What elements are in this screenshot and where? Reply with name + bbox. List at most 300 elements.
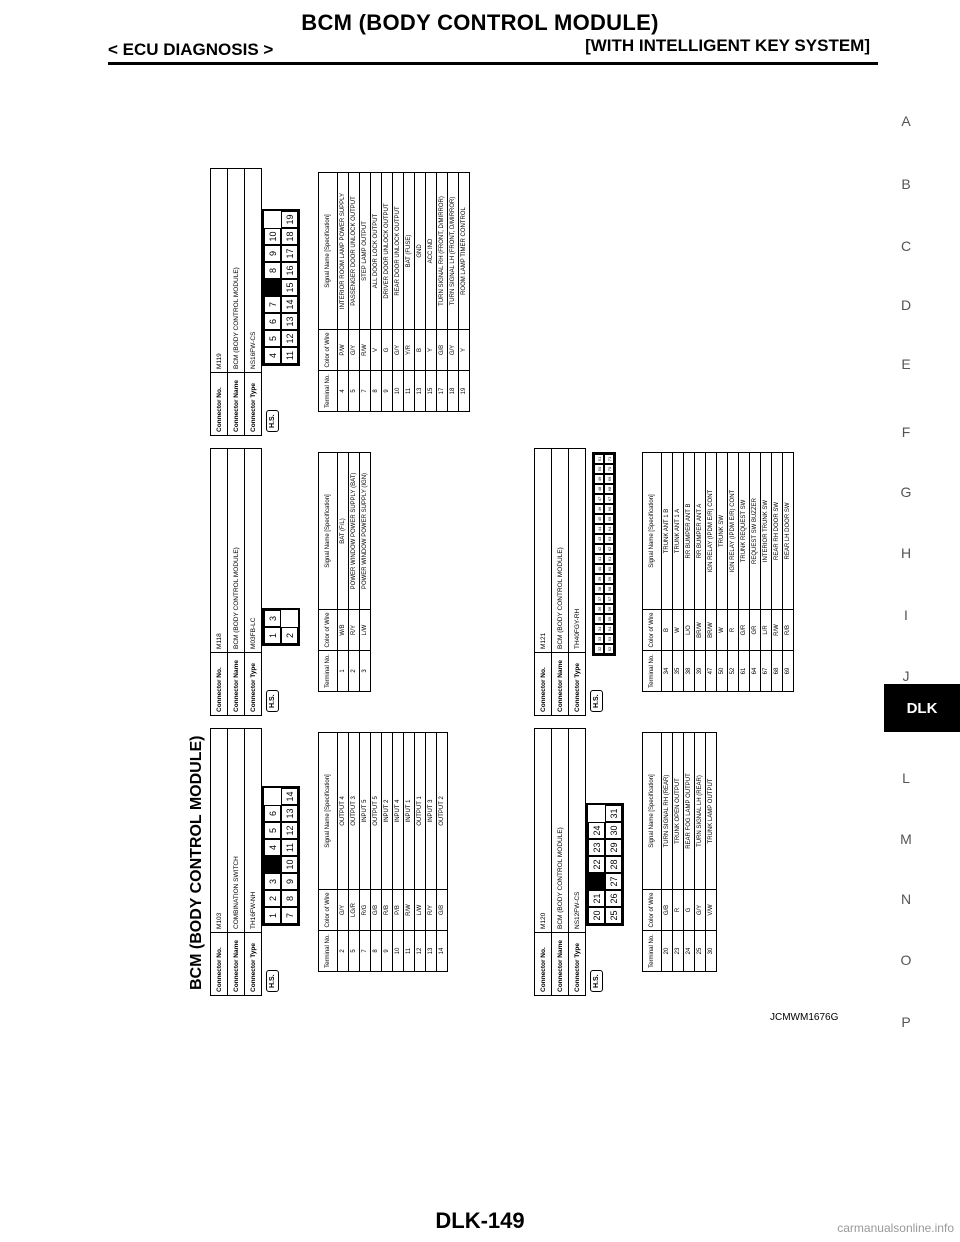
terminal-no: 67 — [761, 651, 772, 692]
connector-pin: 30 — [605, 822, 622, 839]
connector-pin: 51 — [594, 454, 604, 464]
connector-pin: 37 — [594, 594, 604, 604]
wire-color: R — [673, 890, 684, 931]
connector-pin: 32 — [594, 644, 604, 654]
harness-side-badge: H.S. — [266, 970, 279, 992]
wire-color: L/R — [761, 610, 772, 651]
side-index-o[interactable]: O — [900, 952, 912, 968]
signal-name: ALL DOOR LOCK OUTPUT — [371, 173, 382, 330]
signal-table-header: Color of Wire — [643, 610, 662, 651]
connector-pin: 22 — [588, 856, 605, 873]
connector-no-label: Connector No. — [535, 653, 552, 716]
wire-color: L/W — [415, 890, 426, 931]
connector-pin: 63 — [604, 534, 614, 544]
table-row — [448, 173, 459, 412]
signal-table-header: Terminal No. — [319, 371, 338, 412]
wire-color: R/G — [360, 890, 371, 931]
connector-pin: 6 — [264, 313, 281, 330]
connector-type-value: TH40FGY-RH — [569, 449, 586, 653]
connector-pin: 50 — [594, 464, 604, 474]
terminal-no: 68 — [772, 651, 783, 692]
signal-name: RR BUMPER ANT B — [684, 453, 695, 610]
signal-table-header: Signal Name [Specification] — [643, 453, 662, 610]
connector-pin: 19 — [281, 211, 298, 228]
side-index-a[interactable]: A — [901, 113, 911, 129]
wire-color: G/B — [437, 890, 448, 931]
connector-pin: 16 — [281, 262, 298, 279]
connector-pin: 49 — [594, 474, 604, 484]
table-row — [371, 733, 382, 972]
connector-pin: 66 — [604, 504, 614, 514]
connector-pin: 10 — [264, 228, 281, 245]
terminal-no: 20 — [662, 931, 673, 972]
signal-name: ROOM LAMP TIMER CONTROL — [459, 173, 470, 330]
table-row — [772, 453, 783, 692]
connector-no-value: M118 — [211, 449, 228, 653]
connector-pin: 42 — [594, 544, 604, 554]
side-index-e[interactable]: E — [901, 356, 911, 372]
table-row — [349, 733, 360, 972]
signal-name: OUTPUT 5 — [371, 733, 382, 890]
connector-pin: 41 — [594, 554, 604, 564]
connector-no-label: Connector No. — [211, 933, 228, 996]
wire-color: G — [382, 330, 393, 371]
table-row — [695, 453, 706, 692]
connector-name-label: Connector Name — [228, 653, 245, 716]
wire-color: G/Y — [393, 330, 404, 371]
table-row — [349, 453, 360, 692]
connector-type-value: NS12FW-CS — [569, 729, 586, 933]
page-number: DLK-149 — [435, 1208, 525, 1233]
table-row — [338, 733, 349, 972]
harness-side-badge: H.S. — [590, 690, 603, 712]
terminal-no: 3 — [360, 651, 371, 692]
wire-color: Y/R — [404, 330, 415, 371]
connector-pin: 2 — [264, 890, 281, 907]
signal-name: POWER WINDOW POWER SUPPLY (IGN) — [360, 453, 371, 610]
signal-table-header: Color of Wire — [319, 610, 338, 651]
table-row — [706, 733, 717, 972]
terminal-no: 47 — [706, 651, 717, 692]
wiring-diagram — [188, 96, 828, 996]
connector-header-table — [210, 728, 262, 996]
side-index-g[interactable]: G — [900, 484, 912, 500]
table-row — [437, 173, 448, 412]
connector-name-value: COMBINATION SWITCH — [228, 729, 245, 933]
signal-name: TURN SIGNAL RH (FRONT, D/MIRROR) — [437, 173, 448, 330]
terminal-no: 23 — [673, 931, 684, 972]
signal-table-header: Terminal No. — [319, 651, 338, 692]
connector-pin: 25 — [605, 907, 622, 924]
signal-table-header: Color of Wire — [643, 890, 662, 931]
connector-pin: 70 — [604, 464, 614, 474]
harness-side-badge: H.S. — [590, 970, 603, 992]
table-row — [382, 733, 393, 972]
connector-face — [262, 786, 300, 926]
connector-header-table — [210, 168, 262, 436]
wire-color: Y — [426, 330, 437, 371]
signal-name: RR BUMPER ANT A — [695, 453, 706, 610]
connector-pin: 4 — [264, 347, 281, 364]
signal-name: GND — [415, 173, 426, 330]
connector-no-label: Connector No. — [211, 653, 228, 716]
connector-face — [262, 608, 300, 646]
terminal-no: 52 — [728, 651, 739, 692]
signal-name: INPUT 4 — [393, 733, 404, 890]
wire-color: Y — [459, 330, 470, 371]
table-row — [684, 733, 695, 972]
signal-name: TRUNK SW — [717, 453, 728, 610]
wire-color: G/Y — [448, 330, 459, 371]
wire-color: GR — [750, 610, 761, 651]
connector-name-value: BCM (BODY CONTROL MODULE) — [228, 449, 245, 653]
connector-pin: 3 — [264, 610, 281, 627]
signal-name: PASSENGER DOOR UNLOCK OUTPUT — [349, 173, 360, 330]
connector-pin: 53 — [604, 634, 614, 644]
terminal-no: 8 — [371, 371, 382, 412]
connector-header-table — [534, 448, 586, 716]
wire-color: BR/W — [706, 610, 717, 651]
header-rule — [108, 62, 878, 65]
wire-color: BR/W — [695, 610, 706, 651]
table-row — [437, 733, 448, 972]
terminal-no: 39 — [695, 651, 706, 692]
connector-pin — [588, 873, 605, 890]
signal-name: TRUNK ANT 1 B — [662, 453, 673, 610]
connector-pin: 10 — [281, 856, 298, 873]
signal-name: TRUNK ANT 1 A — [673, 453, 684, 610]
table-row — [338, 173, 349, 412]
connector-header-table — [534, 728, 586, 996]
connector-type-label: Connector Type — [245, 933, 262, 996]
wire-color: W — [717, 610, 728, 651]
connector-pin: 62 — [604, 544, 614, 554]
connector-name-label: Connector Name — [228, 933, 245, 996]
diagram-title: BCM (BODY CONTROL MODULE) — [188, 735, 205, 990]
connector-name-value: BCM (BODY CONTROL MODULE) — [228, 169, 245, 373]
signal-table-header: Terminal No. — [643, 931, 662, 972]
table-row — [360, 173, 371, 412]
table-row — [662, 453, 673, 692]
connector-pin: 59 — [604, 574, 614, 584]
connector-pin: 5 — [264, 822, 281, 839]
terminal-no: 7 — [360, 371, 371, 412]
connector-block — [534, 448, 828, 716]
signal-name: BAT (FUSE) — [404, 173, 415, 330]
terminal-no: 5 — [349, 931, 360, 972]
wire-color: W — [673, 610, 684, 651]
connector-pin: 44 — [594, 524, 604, 534]
signal-table-header: Signal Name [Specification] — [643, 733, 662, 890]
terminal-no: 15 — [426, 371, 437, 412]
table-row — [695, 733, 706, 972]
wire-color: R/W — [772, 610, 783, 651]
connector-pin: 68 — [604, 484, 614, 494]
signal-table-header: Color of Wire — [319, 890, 338, 931]
wire-color: G/B — [437, 330, 448, 371]
connector-pin: 8 — [264, 262, 281, 279]
table-row — [382, 173, 393, 412]
connector-block — [210, 448, 510, 716]
connector-block — [210, 728, 510, 996]
signal-table — [318, 172, 470, 412]
connector-pin: 6 — [264, 805, 281, 822]
connector-pin: 36 — [594, 604, 604, 614]
connector-pin: 65 — [604, 514, 614, 524]
signal-name: DRIVER DOOR UNLOCK OUTPUT — [382, 173, 393, 330]
terminal-no: 14 — [437, 931, 448, 972]
connector-pin: 39 — [594, 574, 604, 584]
table-row — [371, 173, 382, 412]
connector-pin: 43 — [594, 534, 604, 544]
terminal-no: 5 — [349, 371, 360, 412]
terminal-no: 25 — [695, 931, 706, 972]
signal-name: INTERIOR TRUNK SW — [761, 453, 772, 610]
wire-color: G/Y — [349, 330, 360, 371]
figure-id: JCMWM1676G — [770, 1012, 839, 1023]
connector-pin: 71 — [604, 454, 614, 464]
connector-pin: 1 — [264, 907, 281, 924]
terminal-no: 35 — [673, 651, 684, 692]
connector-block — [210, 168, 510, 436]
wire-color: LG/R — [349, 890, 360, 931]
terminal-no: 13 — [415, 371, 426, 412]
connector-pin: 11 — [281, 347, 298, 364]
connector-name-label: Connector Name — [552, 653, 569, 716]
signal-table — [318, 452, 371, 692]
connector-pin: 57 — [604, 594, 614, 604]
table-row — [761, 453, 772, 692]
connector-pin: 45 — [594, 514, 604, 524]
connector-header-table — [210, 448, 262, 716]
connector-type-label: Connector Type — [569, 933, 586, 996]
table-row — [360, 733, 371, 972]
connector-pin: 64 — [604, 524, 614, 534]
connector-pin: 26 — [605, 890, 622, 907]
signal-name: REAR DOOR UNLOCK OUTPUT — [393, 173, 404, 330]
connector-type-value: TH16FW-NH — [245, 729, 262, 933]
signal-name: OUTPUT 2 — [437, 733, 448, 890]
signal-table — [318, 732, 448, 972]
harness-side-badge: H.S. — [266, 410, 279, 432]
wire-color: R — [728, 610, 739, 651]
wire-color: G/B — [662, 890, 673, 931]
wire-color: G/Y — [338, 890, 349, 931]
signal-name: INPUT 3 — [426, 733, 437, 890]
table-row — [459, 173, 470, 412]
connector-pin: 52 — [604, 644, 614, 654]
signal-table-header: Terminal No. — [643, 651, 662, 692]
wire-color: R/W — [404, 890, 415, 931]
page-title: BCM (BODY CONTROL MODULE) — [301, 10, 659, 35]
connector-pin: 14 — [281, 296, 298, 313]
connector-pin: 46 — [594, 504, 604, 514]
terminal-no: 34 — [662, 651, 673, 692]
connector-pin: 27 — [605, 873, 622, 890]
signal-name: TRUNK LAMP OUTPUT — [706, 733, 717, 890]
signal-name: TRUNK REQUEST SW — [739, 453, 750, 610]
connector-face — [262, 209, 300, 366]
connector-pin — [264, 279, 281, 296]
side-index-b[interactable]: B — [901, 176, 911, 192]
connector-pin: 8 — [281, 890, 298, 907]
connector-type-label: Connector Type — [569, 653, 586, 716]
connector-pin: 40 — [594, 564, 604, 574]
connector-pin: 14 — [281, 788, 298, 805]
connector-pin: 38 — [594, 584, 604, 594]
connector-type-value: M03FB-LC — [245, 449, 262, 653]
side-index-d[interactable]: D — [900, 297, 912, 313]
table-row — [349, 173, 360, 412]
terminal-no: 10 — [393, 371, 404, 412]
signal-name: TRUNK OPEN OUTPUT — [673, 733, 684, 890]
connector-block — [534, 728, 828, 996]
wire-color: P/W — [338, 330, 349, 371]
section-label: < ECU DIAGNOSIS > — [108, 40, 274, 59]
connector-pin: 5 — [264, 330, 281, 347]
wire-color: R/B — [382, 890, 393, 931]
side-index-i[interactable]: I — [904, 607, 908, 623]
side-index-l[interactable]: L — [902, 770, 910, 786]
signal-name: TURN SIGNAL LH (REAR) — [695, 733, 706, 890]
wire-color: L/O — [684, 610, 695, 651]
wire-color: W/B — [338, 610, 349, 651]
signal-table-header: Signal Name [Specification] — [319, 453, 338, 610]
connector-pin: 67 — [604, 494, 614, 504]
connector-pin: 56 — [604, 604, 614, 614]
connector-name-label: Connector Name — [228, 373, 245, 436]
connector-no-value: M121 — [535, 449, 552, 653]
wire-color: B — [662, 610, 673, 651]
signal-table-header: Signal Name [Specification] — [319, 733, 338, 890]
table-row — [415, 733, 426, 972]
connector-pin: 20 — [588, 907, 605, 924]
terminal-no: 30 — [706, 931, 717, 972]
signal-name: INPUT 2 — [382, 733, 393, 890]
connector-face — [586, 803, 624, 926]
connector-pin: 24 — [588, 822, 605, 839]
signal-name: INPUT 5 — [360, 733, 371, 890]
terminal-no: 10 — [393, 931, 404, 972]
signal-name: IGN RELAY (IPDM E/R) CONT — [706, 453, 717, 610]
side-index-f[interactable]: F — [901, 424, 911, 440]
wire-color: R/Y — [426, 890, 437, 931]
side-index-c[interactable]: C — [900, 238, 912, 254]
side-index-j[interactable]: J — [902, 668, 910, 684]
table-row — [706, 453, 717, 692]
terminal-no: 38 — [684, 651, 695, 692]
connector-name-value: BCM (BODY CONTROL MODULE) — [552, 449, 569, 653]
signal-name: REAR FOG LAMP OUTPUT — [684, 733, 695, 890]
connector-pin: 1 — [264, 627, 281, 644]
signal-name: POWER WINDOW POWER SUPPLY (BAT) — [349, 453, 360, 610]
wire-color: V — [371, 330, 382, 371]
wire-color: G/R — [739, 610, 750, 651]
active-section-tab[interactable]: DLK — [884, 684, 960, 732]
connector-no-value: M103 — [211, 729, 228, 933]
connector-pin: 55 — [604, 614, 614, 624]
connector-pin: 28 — [605, 856, 622, 873]
terminal-no: 69 — [783, 651, 794, 692]
wire-color: R/Y — [349, 610, 360, 651]
connector-pin: 9 — [264, 245, 281, 262]
terminal-no: 2 — [349, 651, 360, 692]
table-row — [426, 733, 437, 972]
wire-color: L/W — [360, 610, 371, 651]
table-row — [684, 453, 695, 692]
connector-pin: 13 — [281, 805, 298, 822]
signal-table — [642, 452, 794, 692]
connector-no-label: Connector No. — [535, 933, 552, 996]
terminal-no: 7 — [360, 931, 371, 972]
signal-name: TURN SIGNAL RH (REAR) — [662, 733, 673, 890]
signal-table-header: Terminal No. — [319, 931, 338, 972]
terminal-no: 61 — [739, 651, 750, 692]
connector-pin: 54 — [604, 624, 614, 634]
wire-color: V/W — [706, 890, 717, 931]
connector-type-label: Connector Type — [245, 653, 262, 716]
signal-name: INTERIOR ROOM LAMP POWER SUPPLY — [338, 173, 349, 330]
table-row — [739, 453, 750, 692]
signal-name: BAT (F/L) — [338, 453, 349, 610]
table-row — [662, 733, 673, 972]
signal-name: REAR LH DOOR SW — [783, 453, 794, 610]
connector-pin: 4 — [264, 839, 281, 856]
harness-side-badge: H.S. — [266, 690, 279, 712]
connector-pin: 48 — [594, 484, 604, 494]
signal-name: OUTPUT 1 — [415, 733, 426, 890]
signal-name: TURN SIGNAL LH (FRONT, D/MIRROR) — [448, 173, 459, 330]
connector-pin: 61 — [604, 554, 614, 564]
table-row — [728, 453, 739, 692]
signal-name: OUTPUT 3 — [349, 733, 360, 890]
table-row — [750, 453, 761, 692]
wire-color: R/B — [783, 610, 794, 651]
side-index-h[interactable]: H — [900, 545, 912, 561]
connector-pin: 2 — [281, 627, 298, 644]
table-row — [426, 173, 437, 412]
table-row — [673, 733, 684, 972]
connector-name-label: Connector Name — [552, 933, 569, 996]
table-row — [783, 453, 794, 692]
connector-pin: 12 — [281, 330, 298, 347]
terminal-no: 11 — [404, 931, 415, 972]
connector-pin: 3 — [264, 873, 281, 890]
connector-pin: 58 — [604, 584, 614, 594]
side-index-p[interactable]: P — [901, 1014, 911, 1030]
side-index-n[interactable]: N — [900, 891, 912, 907]
connector-pin: 23 — [588, 839, 605, 856]
connector-pin: 60 — [604, 564, 614, 574]
connector-pin: 34 — [594, 624, 604, 634]
terminal-no: 12 — [415, 931, 426, 972]
wire-color: G — [684, 890, 695, 931]
connector-pin: 35 — [594, 614, 604, 624]
signal-name: REAR RH DOOR SW — [772, 453, 783, 610]
connector-pin: 11 — [281, 839, 298, 856]
terminal-no: 11 — [404, 371, 415, 412]
connector-name-value: BCM (BODY CONTROL MODULE) — [552, 729, 569, 933]
side-index-m[interactable]: M — [900, 831, 912, 847]
table-row — [393, 173, 404, 412]
table-row — [404, 173, 415, 412]
variant-label: [WITH INTELLIGENT KEY SYSTEM] — [585, 36, 870, 55]
connector-pin: 17 — [281, 245, 298, 262]
connector-pin: 12 — [281, 822, 298, 839]
connector-pin: 29 — [605, 839, 622, 856]
wire-color: R/W — [360, 330, 371, 371]
terminal-no: 2 — [338, 931, 349, 972]
